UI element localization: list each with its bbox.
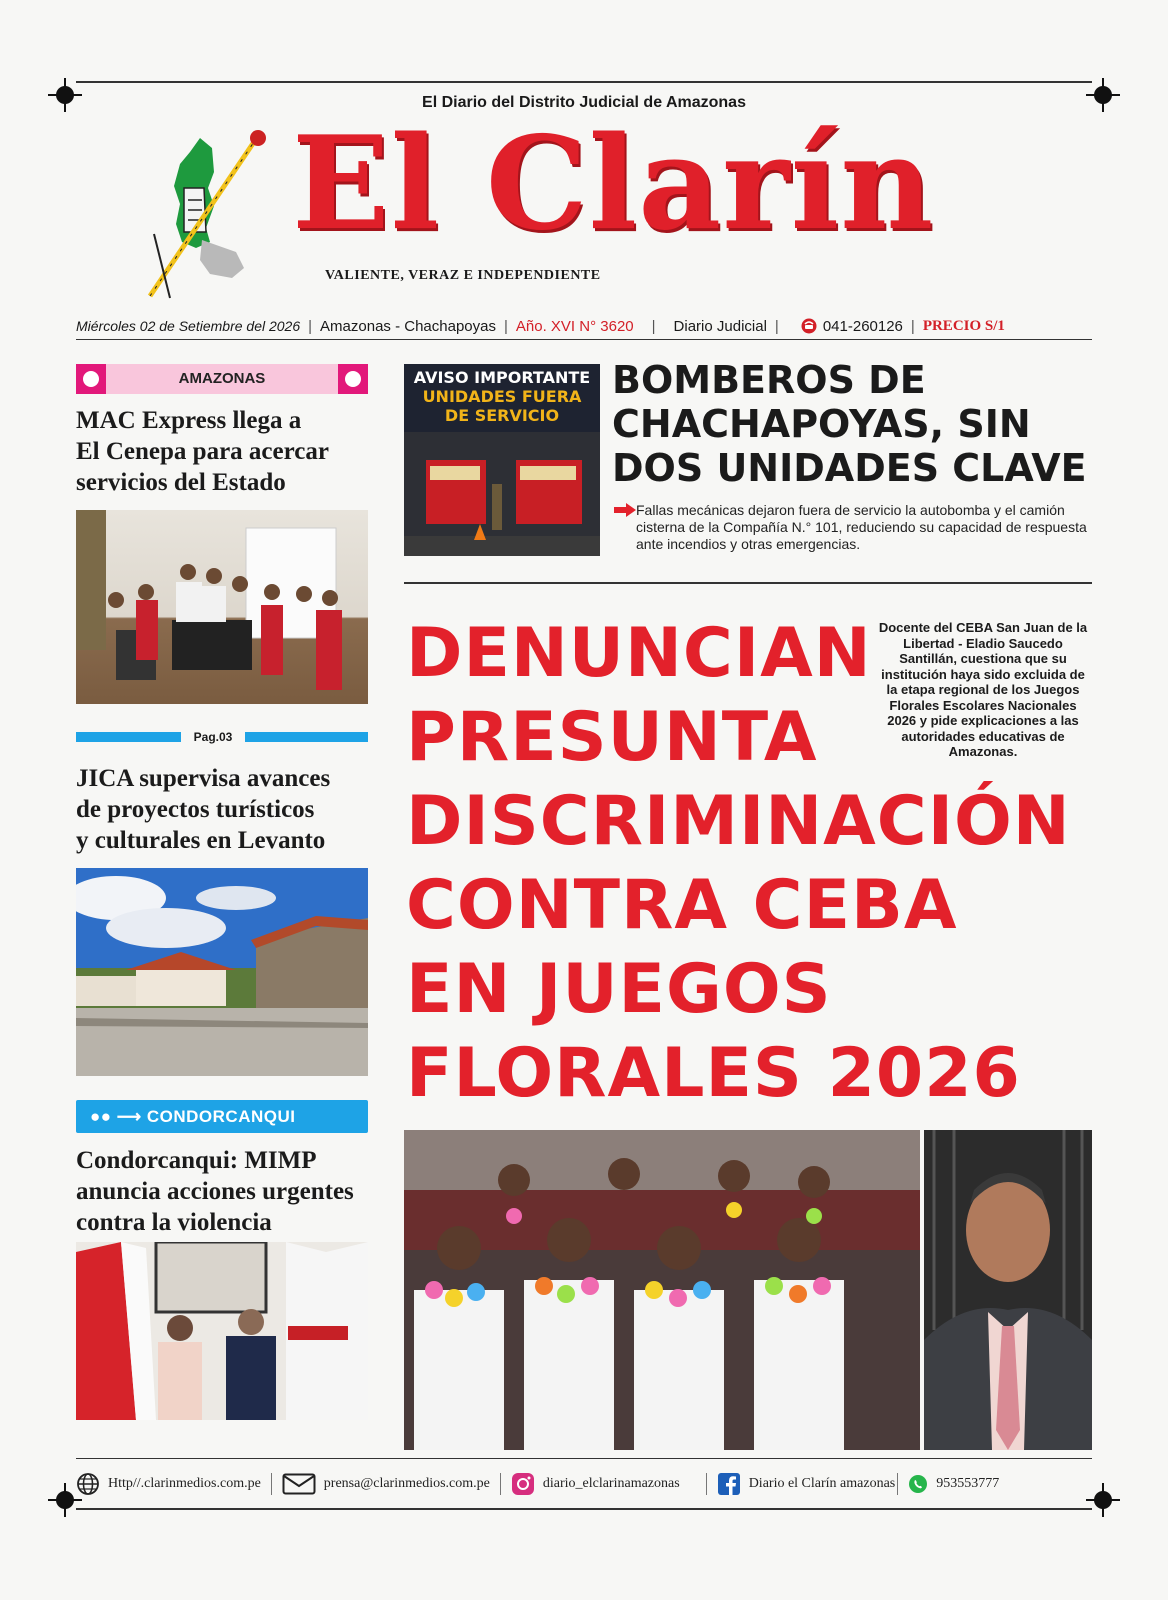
edition-location: Amazonas - Chachapoyas	[320, 317, 496, 335]
footer-website[interactable]	[76, 1472, 261, 1496]
overlay-line: UNIDADES FUERA	[422, 387, 582, 406]
photo-overlay-text	[404, 368, 600, 425]
footer-contact-bar	[76, 1466, 1092, 1502]
headline-line: y culturales en Levanto	[76, 827, 326, 854]
story-headline-mac-express[interactable]	[76, 405, 376, 498]
headline-line: de proyectos turísticos	[76, 796, 315, 823]
headline-line: anuncia acciones urgentes	[76, 1178, 354, 1205]
footer-facebook[interactable]	[717, 1472, 896, 1496]
phone-number: 041-260126	[822, 317, 903, 335]
headline-line: EN JUEGOS	[406, 950, 832, 1029]
photo-levanto	[76, 868, 368, 1076]
separator	[897, 1473, 898, 1495]
photo-illustration	[76, 868, 368, 1076]
section-divider	[404, 582, 1092, 584]
photo-illustration	[924, 1130, 1092, 1450]
info-bar-rule	[76, 339, 1092, 340]
separator: |	[651, 317, 656, 335]
top-story-summary: Fallas mecánicas dejaron fuera de servicio la autobomba y el camión cisterna de la Compañía N.° 101, reduciendo su capacidad de respuesta ante incendios y otras emergencias.	[636, 502, 1087, 552]
page-reference: Pag.03	[193, 730, 233, 744]
footer-top-rule	[76, 1458, 1092, 1459]
photo-illustration	[404, 1130, 920, 1450]
section-label-condorcanqui	[76, 1100, 368, 1133]
registration-mark-bottom-right	[1094, 1491, 1112, 1509]
phone-icon	[801, 318, 817, 334]
separator	[706, 1473, 707, 1495]
footer-instagram[interactable]	[511, 1472, 680, 1496]
headline-line: Condorcanqui: MIMP	[76, 1147, 317, 1174]
overlay-line: DE SERVICIO	[444, 406, 560, 425]
arrow-right-icon	[614, 503, 636, 517]
photo-illustration	[76, 1242, 368, 1420]
edition-price: PRECIO S/1	[922, 317, 1005, 334]
headline-line: DENUNCIAN	[406, 614, 872, 693]
footer-whatsapp[interactable]	[908, 1474, 999, 1494]
separator: |	[503, 317, 508, 335]
headline-line: contra la violencia	[76, 1209, 272, 1236]
email-text: prensa@clarinmedios.com.pe	[323, 1476, 490, 1491]
headline-line: DOS UNIDADES CLAVE	[612, 446, 1087, 490]
photo-mac-express	[76, 510, 368, 704]
registration-mark-bottom-left	[56, 1491, 74, 1509]
whatsapp-text: 953553777	[936, 1476, 1000, 1491]
separator	[500, 1473, 501, 1495]
photo-students	[404, 1130, 920, 1450]
story-headline-jica[interactable]	[76, 763, 376, 856]
edition-date: Miércoles 02 de Setiembre del 2026	[76, 318, 301, 334]
mail-icon	[282, 1473, 316, 1495]
edition-number: Año. XVI N° 3620	[515, 317, 634, 335]
masthead-slogan: VALIENTE, VERAZ E INDEPENDIENTE	[325, 268, 601, 283]
main-story-deck: Docente del CEBA San Juan de la Libertad - Eladio Saucedo Santillán, cuestiona que su institución haya sido excluida de la etapa regional de los Juegos Florales Escolares Nacionales 2026 y pide explicaciones a las autoridades educativas de Amazonas.	[878, 620, 1088, 759]
headline-line: CONTRA CEBA	[406, 866, 958, 945]
facebook-text: Diario el Clarín amazonas	[748, 1476, 896, 1491]
globe-icon	[76, 1472, 100, 1496]
section-label-amazonas	[76, 364, 368, 394]
footer-email[interactable]	[282, 1473, 490, 1495]
headline-line: PRESUNTA	[406, 698, 818, 777]
headline-line: FLORALES 2026	[406, 1034, 1021, 1113]
separator: |	[910, 317, 915, 335]
photo-mimp	[76, 1242, 368, 1420]
top-rule	[76, 81, 1092, 83]
headline-line: CHACHAPOYAS, SIN	[612, 402, 1031, 446]
top-story-headline[interactable]	[612, 358, 1087, 490]
blue-bar-right	[245, 732, 368, 742]
edition-type: Diario Judicial	[673, 317, 767, 335]
website-text: Http//.clarinmedios.com.pe	[108, 1476, 261, 1491]
instagram-text: diario_elclarinamazonas	[542, 1476, 680, 1491]
amazonas-map-logo	[140, 128, 270, 304]
masthead-title: El Clarín	[292, 109, 935, 259]
headline-line: MAC Express llega a	[76, 407, 302, 434]
section-label-text: AMAZONAS	[178, 370, 266, 387]
story-headline-condorcanqui[interactable]	[76, 1145, 376, 1238]
headline-line: DISCRIMINACIÓN	[406, 782, 1071, 861]
instagram-icon	[511, 1472, 535, 1496]
facebook-icon	[717, 1472, 741, 1496]
headline-line: JICA supervisa avances	[76, 765, 331, 792]
overlay-line: AVISO IMPORTANTE	[413, 368, 591, 387]
separator	[271, 1473, 272, 1495]
page-reference-bar	[76, 730, 368, 744]
dots-arrow-icon: ●● ⟶	[90, 1107, 147, 1126]
headline-line: BOMBEROS DE	[612, 358, 926, 402]
edition-info-bar	[76, 314, 1092, 338]
whatsapp-icon	[908, 1474, 928, 1494]
footer-bottom-rule	[76, 1508, 1092, 1510]
photo-illustration	[76, 510, 368, 704]
headline-line: servicios del Estado	[76, 469, 286, 496]
headline-line: El Cenepa para acercar	[76, 438, 329, 465]
separator: |	[308, 317, 313, 335]
photo-docente	[924, 1130, 1092, 1450]
photo-bomberos	[404, 364, 600, 556]
separator: |	[774, 317, 779, 335]
masthead-tagline: El Diario del Distrito Judicial de Amazonas	[422, 94, 746, 111]
blue-bar-left	[76, 732, 181, 742]
section-label-text: CONDORCANQUI	[146, 1107, 296, 1126]
